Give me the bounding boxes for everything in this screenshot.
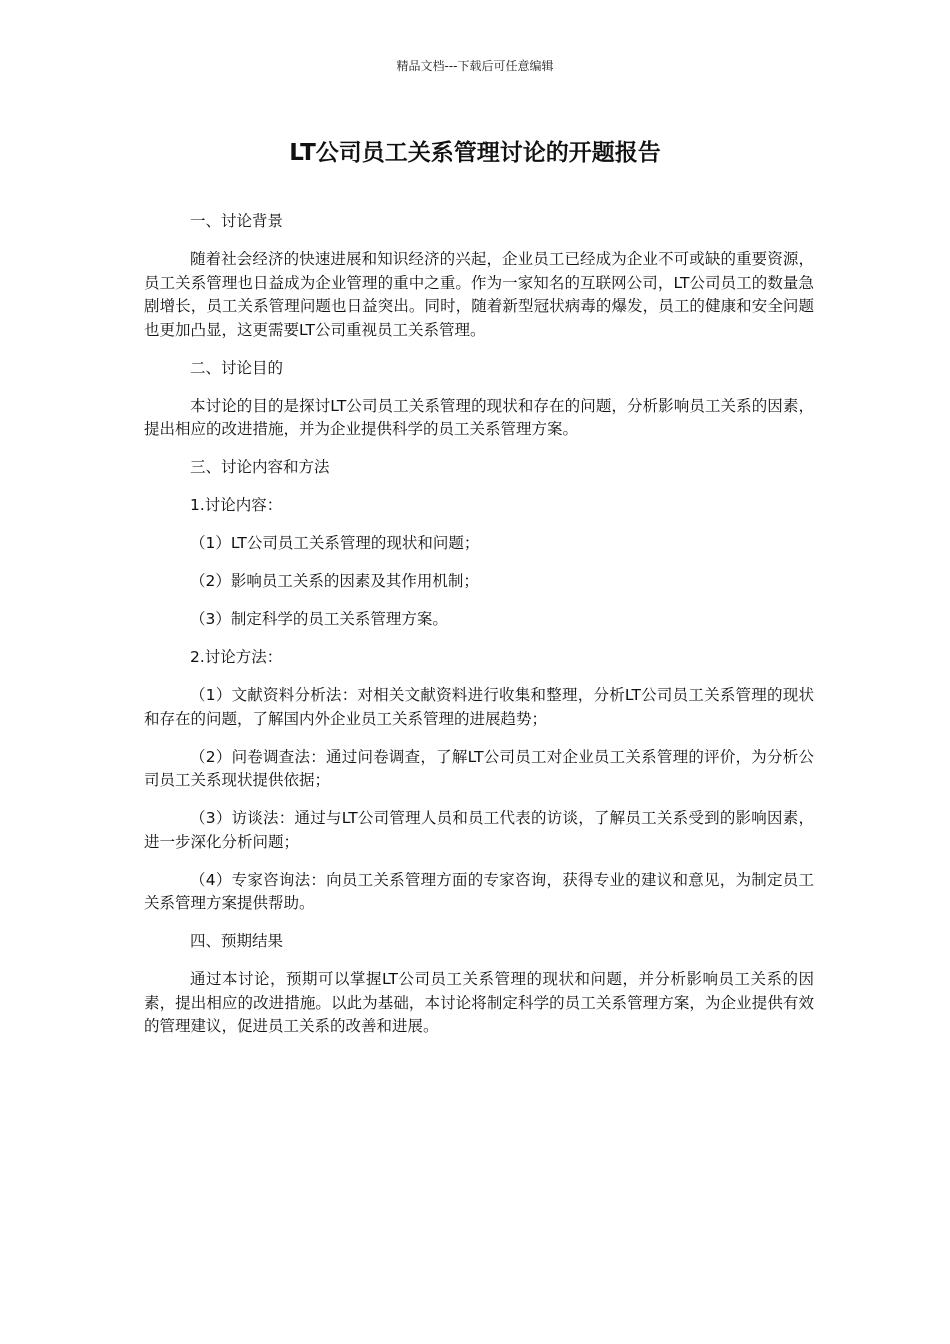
method-item-3: （3）访谈法：通过与LT公司管理人员和员工代表的访谈，了解员工关系受到的影响因素，进一步深化分析问题； bbox=[144, 809, 814, 851]
header-note: 精品文档---下载后可任意编辑 bbox=[396, 59, 554, 73]
section-heading-background: 一、讨论背景 bbox=[190, 212, 284, 230]
document-title: LT公司员工关系管理讨论的开题报告 bbox=[289, 140, 661, 166]
section-heading-expected-results: 四、预期结果 bbox=[190, 932, 284, 950]
subheading-methods: 2.讨论方法： bbox=[190, 648, 283, 666]
paragraph-purpose: 本讨论的目的是探讨LT公司员工关系管理的现状和存在的问题，分析影响员工关系的因素，提出相应的改进措施，并为企业提供科学的员工关系管理方案。 bbox=[144, 396, 814, 438]
paragraph-expected-results: 通过本讨论，预期可以掌握LT公司员工关系管理的现状和问题，并分析影响员工关系的因素，提出相应的改进措施。以此为基础，本讨论将制定科学的员工关系管理方案，为企业提供有效的管理建议，促进员工关系的改善和进展。 bbox=[144, 970, 814, 1035]
document-body bbox=[144, 210, 814, 1053]
method-item-2: （2）问卷调查法：通过问卷调查，了解LT公司员工对企业员工关系管理的评价，为分析公司员工关系现状提供依据； bbox=[144, 747, 814, 789]
section-heading-purpose: 二、讨论目的 bbox=[190, 358, 284, 377]
method-item-1: （1）文献资料分析法：对相关文献资料进行收集和整理，分析LT公司员工关系管理的现状和存在的问题，了解国内外企业员工关系管理的进展趋势； bbox=[144, 686, 814, 728]
content-item-2: （2）影响员工关系的因素及其作用机制； bbox=[190, 572, 479, 590]
paragraph-background: 随着社会经济的快速进展和知识经济的兴起，企业员工已经成为企业不可或缺的重要资源，员工关系管理也日益成为企业管理的重中之重。作为一家知名的互联网公司，LT公司员工的数量急剧增长，员工关系管理问题也日益突出。同时，随着新型冠状病毒的爆发，员工的健康和安全问题也更加凸显，这更需要LT公司重视员工关系管理。 bbox=[144, 250, 814, 339]
content-item-1: （1）LT公司员工关系管理的现状和问题； bbox=[190, 534, 480, 552]
method-item-4: （4）专家咨询法：向员工关系管理方面的专家咨询，获得专业的建议和意见，为制定员工关系管理方案提供帮助。 bbox=[144, 870, 814, 912]
section-heading-content-methods: 三、讨论内容和方法 bbox=[190, 458, 330, 476]
subheading-content: 1.讨论内容： bbox=[190, 496, 283, 514]
content-item-3: （3）制定科学的员工关系管理方案。 bbox=[190, 610, 448, 628]
